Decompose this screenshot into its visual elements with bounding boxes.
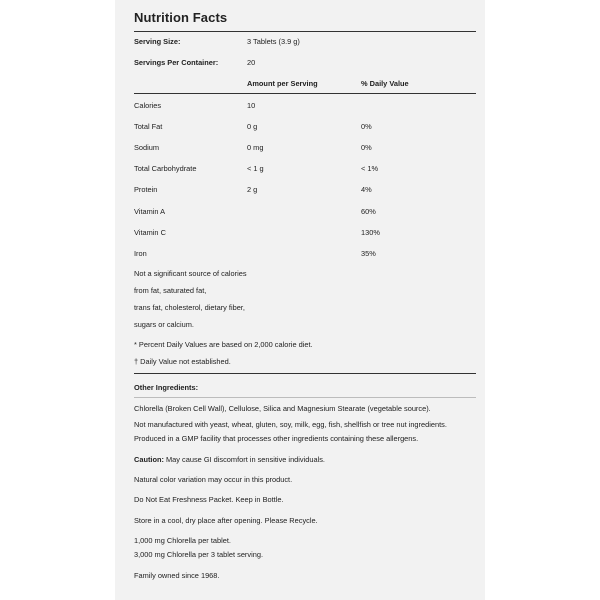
nutrient-name-total-fat: Total Fat	[134, 122, 163, 131]
other-ingredients-divider	[134, 397, 476, 398]
caution-statement	[134, 453, 476, 467]
label-panel	[115, 0, 485, 600]
nutrient-dv-vitamin-c: 130%	[361, 228, 380, 237]
nutrient-name-vitamin-c: Vitamin C	[134, 228, 166, 237]
note-line: sugars or calcium.	[134, 320, 194, 329]
ingredients-text: Chlorella (Broken Cell Wall), Cellulose, Silica and Magnesium Stearate (vegetable source).	[134, 404, 431, 413]
footnote-divider	[134, 373, 476, 374]
freshness-packet-note: Do Not Eat Freshness Packet. Keep in Bottle.	[134, 495, 284, 504]
nutrient-dv-total-fat: 0%	[361, 122, 372, 131]
footnote-percent-daily: * Percent Daily Values are based on 2,000 calorie diet.	[134, 340, 313, 349]
per-serving-note: 3,000 mg Chlorella per 3 tablet serving.	[134, 550, 263, 559]
nutrient-name-calories: Calories	[134, 101, 162, 110]
note-line: trans fat, cholesterol, dietary fiber,	[134, 303, 245, 312]
nutrition-facts-title: Nutrition Facts	[134, 10, 228, 25]
nutrient-name-vitamin-a: Vitamin A	[134, 207, 166, 216]
nutrient-amount-total-carbohydrate: < 1 g	[247, 164, 264, 173]
serving-size-label: Serving Size:	[134, 37, 181, 46]
nutrient-dv-iron: 35%	[361, 249, 376, 258]
header-divider	[134, 93, 476, 94]
servings-per-container-label: Servings Per Container:	[134, 58, 219, 67]
nutrient-dv-vitamin-a: 60%	[361, 207, 376, 216]
nutrient-dv-protein: 4%	[361, 185, 372, 194]
other-ingredients-heading: Other Ingredients:	[134, 383, 199, 392]
nutrient-name-sodium: Sodium	[134, 143, 160, 152]
nutrient-dv-sodium: 0%	[361, 143, 372, 152]
nutrient-amount-calories: 10	[247, 101, 256, 110]
nutrient-name-total-carbohydrate: Total Carbohydrate	[134, 164, 197, 173]
nutrient-amount-protein: 2 g	[247, 185, 258, 194]
serving-size-value: 3 Tablets (3.9 g)	[247, 37, 300, 46]
nutrient-amount-sodium: 0 mg	[247, 143, 264, 152]
nutrient-name-protein: Protein	[134, 185, 158, 194]
family-owned-note: Family owned since 1968.	[134, 571, 220, 580]
allergen-text: Not manufactured with yeast, wheat, gluten, soy, milk, egg, fish, shellfish or tree nut ingredients. Produced in a GMP facility that processes other ingredients containing these allergens.	[134, 420, 447, 443]
amount-column-header: Amount per Serving	[247, 79, 318, 88]
daily-value-column-header: % Daily Value	[361, 79, 409, 88]
nutrient-name-iron: Iron	[134, 249, 147, 258]
per-tablet-note: 1,000 mg Chlorella per tablet.	[134, 536, 231, 545]
note-line: from fat, saturated fat,	[134, 286, 207, 295]
footnote-dagger: † Daily Value not established.	[134, 357, 231, 366]
color-variation-note: Natural color variation may occur in this product.	[134, 475, 293, 484]
caution-label: Caution:	[134, 455, 164, 464]
storage-note: Store in a cool, dry place after opening. Please Recycle.	[134, 516, 318, 525]
title-divider	[134, 31, 476, 32]
caution-text: May cause GI discomfort in sensitive individuals.	[163, 455, 325, 464]
note-line: Not a significant source of calories	[134, 269, 247, 278]
servings-per-container-value: 20	[247, 58, 256, 67]
nutrient-amount-total-fat: 0 g	[247, 122, 258, 131]
nutrient-dv-total-carbohydrate: < 1%	[361, 164, 379, 173]
